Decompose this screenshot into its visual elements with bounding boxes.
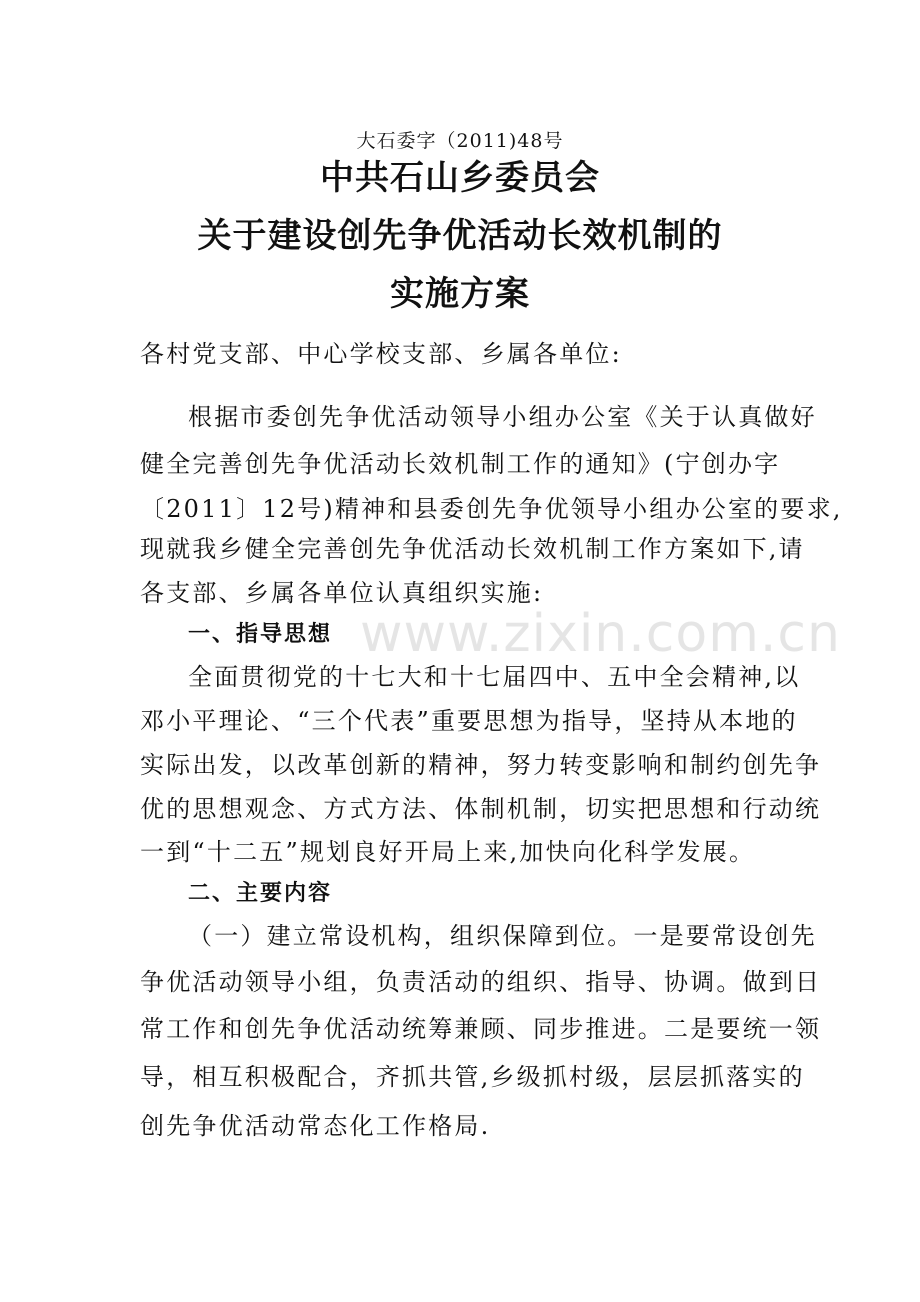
title-line-3: 实施方案 — [390, 274, 530, 314]
paragraph-line: 导，相互积极配合，齐抓共管,乡级抓村级，层层抓落实的 — [140, 1063, 805, 1091]
paragraph-line: 优的思想观念、方式方法、体制机制，切实把思想和行动统 — [140, 795, 822, 823]
paragraph-line: 全面贯彻党的十七大和十七届四中、五中全会精神,以 — [188, 663, 801, 691]
document-number: 大石委字（2011)48号 — [356, 130, 564, 152]
paragraph-line: 实际出发，以改革创新的精神，努力转变影响和制约创先争 — [140, 751, 822, 779]
intro-line: 〔2011〕12号)精神和县委创先争优领导小组办公室的要求, — [140, 495, 843, 523]
intro-line: 现就我乡健全完善创先争优活动长效机制工作方案如下,请 — [140, 535, 805, 563]
paragraph-line: 一到“十二五”规划良好开局上来,加快向化科学发展。 — [140, 838, 756, 866]
section-heading-guiding-thought: 一、指导思想 — [188, 622, 333, 647]
title-line-1: 中共石山乡委员会 — [320, 158, 600, 198]
paragraph-line: 常工作和创先争优活动统筹兼顾、同步推进。二是要统一领 — [140, 1015, 822, 1043]
paragraph-line: 邓小平理论、“三个代表”重要思想为指导，坚持从本地的 — [140, 707, 798, 735]
intro-line: 健全完善创先争优活动长效机制工作的通知》(宁创办字 — [140, 450, 781, 478]
watermark: www.zixin.com.cn — [360, 604, 841, 664]
intro-line: 根据市委创先争优活动领导小组办公室《关于认真做好 — [188, 403, 817, 431]
intro-line: 各支部、乡属各单位认真组织实施: — [140, 579, 544, 607]
title-line-2: 关于建设创先争优活动长效机制的 — [197, 216, 723, 256]
paragraph-line: （一）建立常设机构，组织保障到位。一是要常设创先 — [188, 922, 817, 950]
section-heading-main-content: 二、主要内容 — [188, 881, 333, 906]
paragraph-line: 争优活动领导小组，负责活动的组织、指导、协调。做到日 — [140, 968, 822, 996]
salutation: 各村党支部、中心学校支部、乡属各单位: — [140, 340, 622, 368]
paragraph-line: 创先争优活动常态化工作格局. — [140, 1112, 491, 1140]
